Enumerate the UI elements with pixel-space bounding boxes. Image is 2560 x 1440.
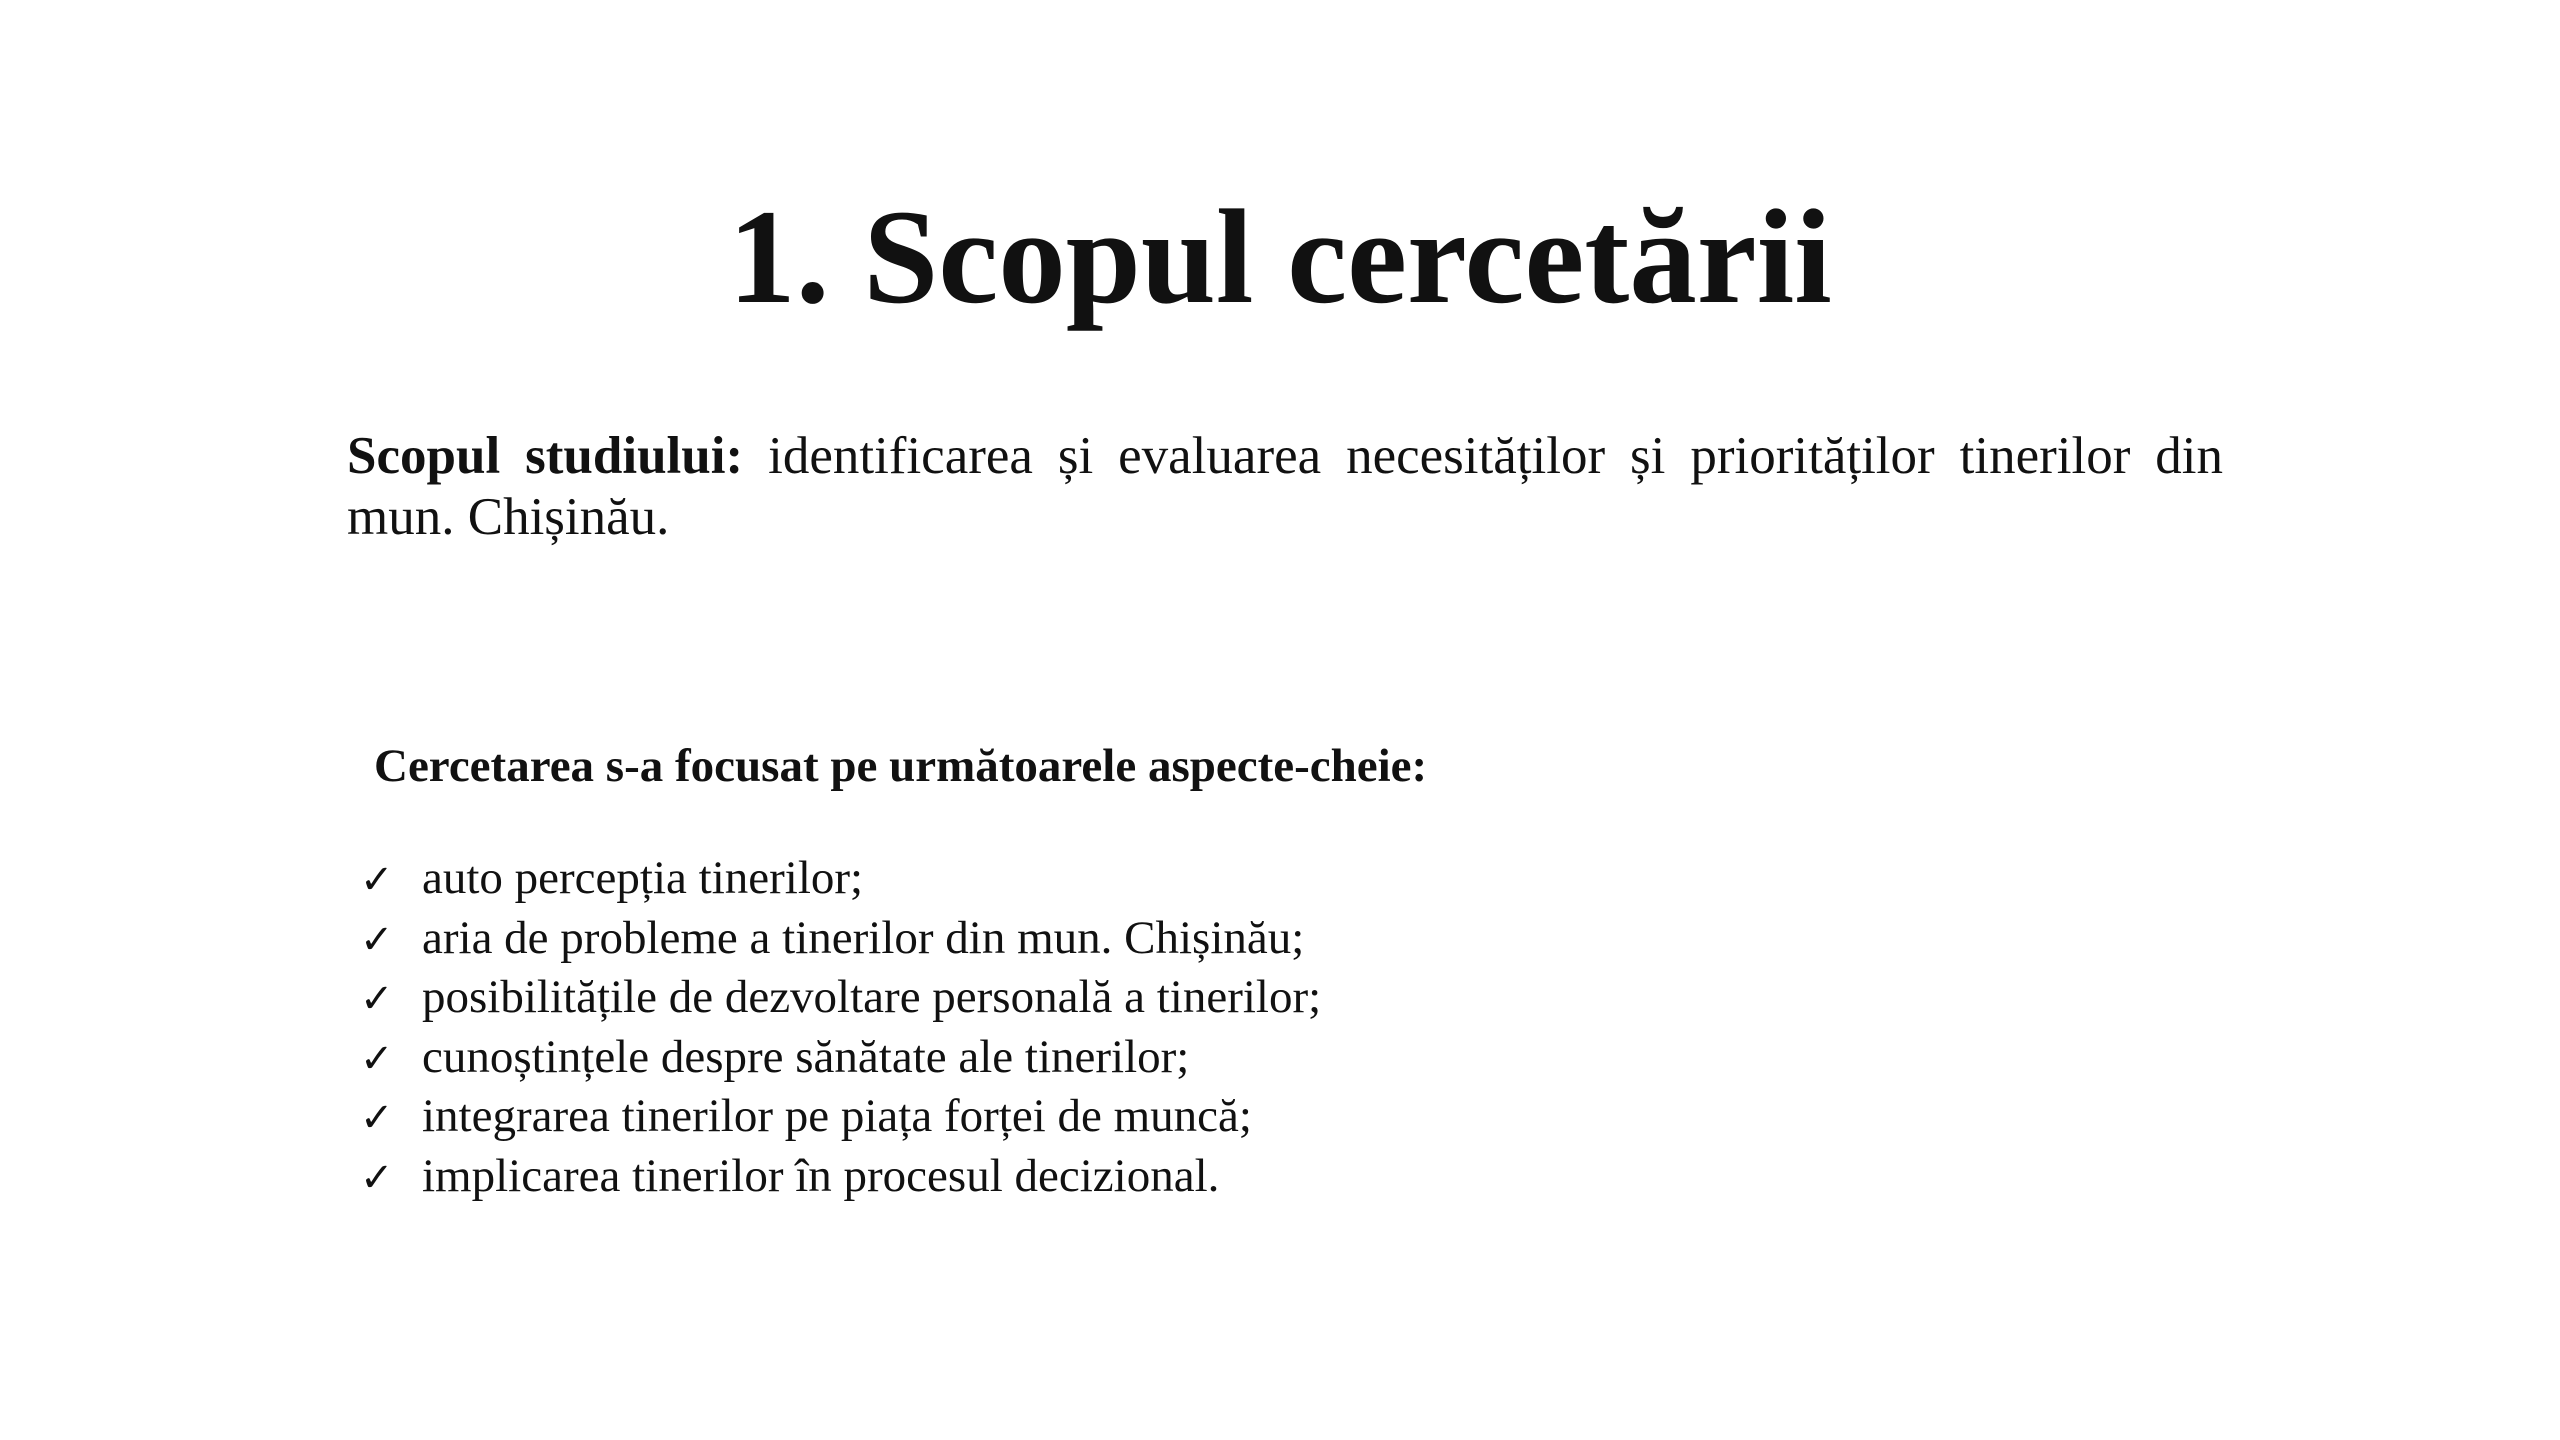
slide-title: 1. Scopul cercetării bbox=[728, 183, 1832, 332]
study-purpose-paragraph bbox=[347, 426, 2223, 548]
checkmark-icon: ✓ bbox=[360, 857, 394, 903]
list-item bbox=[360, 1088, 1321, 1148]
list-item bbox=[360, 969, 1321, 1029]
list-item-text: auto percepția tinerilor; bbox=[422, 852, 864, 904]
checkmark-icon: ✓ bbox=[360, 916, 394, 963]
study-purpose-label: Scopul studiului: bbox=[347, 427, 744, 485]
list-item-text: posibilitățile de dezvoltare personală a tinerilor; bbox=[422, 971, 1322, 1024]
list-item bbox=[360, 1029, 1321, 1089]
list-item-text: cunoștințele despre sănătate ale tinerilor; bbox=[422, 1030, 1190, 1083]
list-item bbox=[360, 1148, 1321, 1208]
checkmark-icon: ✓ bbox=[360, 976, 394, 1023]
study-purpose-text: identificarea și evaluarea necesităților și priorităților tinerilor din mun. Chișinău. bbox=[347, 427, 2224, 546]
focus-heading: Cercetarea s-a focusat pe următoarele aspecte-cheie: bbox=[374, 740, 1428, 792]
list-item-text: aria de probleme a tinerilor din mun. Chișinău; bbox=[422, 911, 1305, 964]
checkmark-icon: ✓ bbox=[360, 1154, 394, 1201]
list-item bbox=[360, 910, 1321, 970]
list-item-text: integrarea tinerilor pe piața forței de muncă; bbox=[422, 1090, 1252, 1143]
checkmark-icon: ✓ bbox=[360, 1035, 394, 1082]
key-aspects-list bbox=[360, 850, 1321, 1208]
checkmark-icon: ✓ bbox=[360, 1095, 394, 1142]
list-item bbox=[360, 850, 1321, 910]
list-item-text: implicarea tinerilor în procesul decizional. bbox=[422, 1149, 1220, 1202]
